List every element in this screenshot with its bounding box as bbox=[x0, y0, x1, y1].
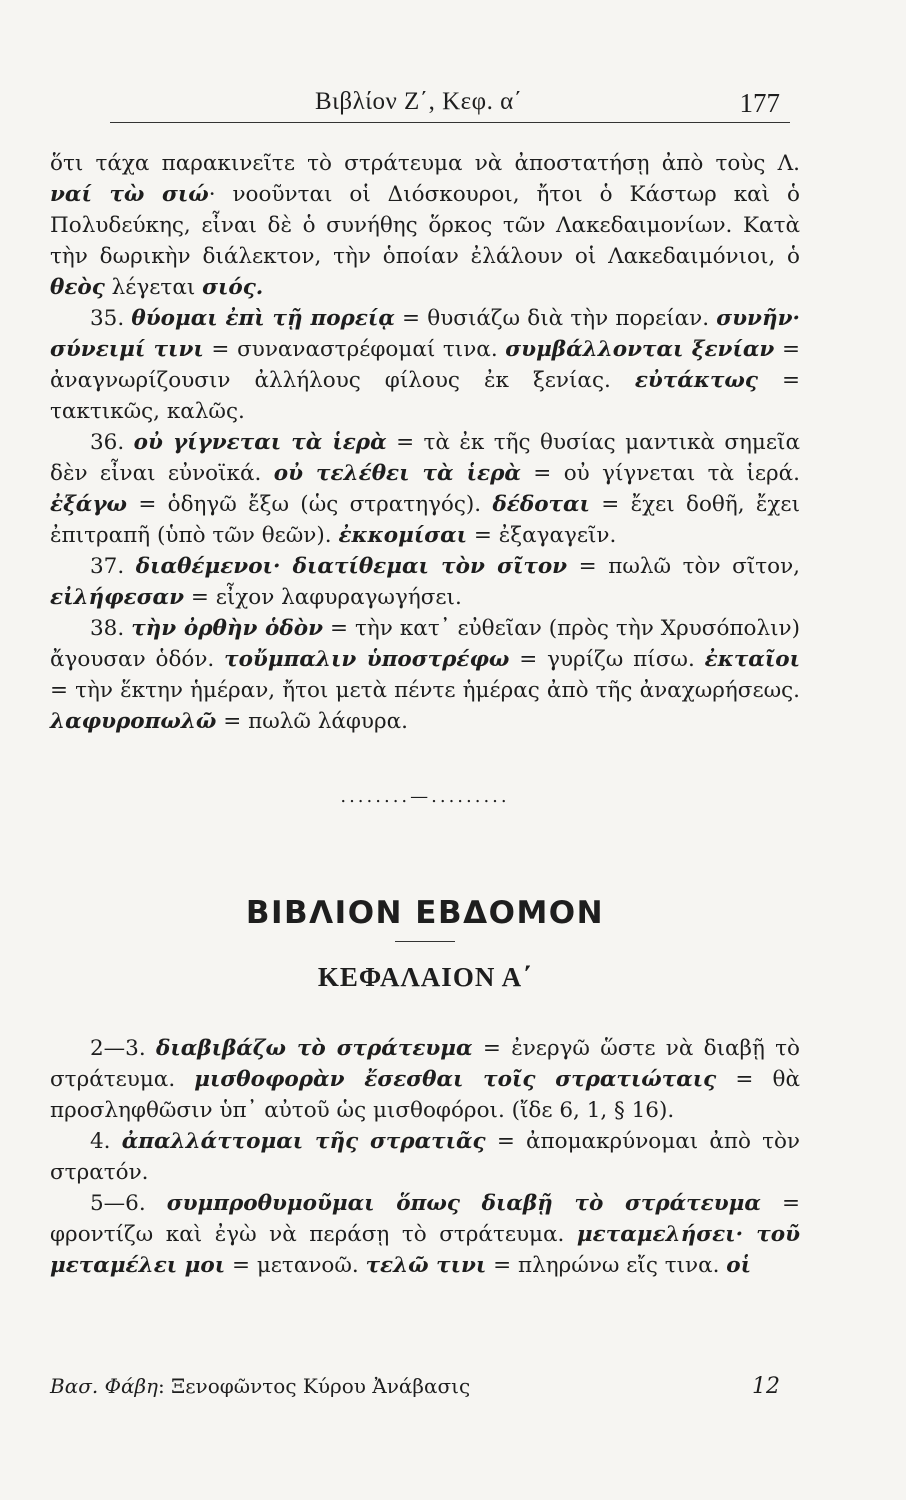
gloss-text: = εἶχον λαφυραγωγήσει. bbox=[184, 585, 462, 610]
lemma-text: συμπροθυμοῦμαι ὅπως διαβῇ τὸ στράτευμα bbox=[166, 1191, 761, 1216]
page-number: 177 bbox=[739, 88, 780, 118]
gloss-text: = θυσιάζω διὰ τὴν πορείαν. bbox=[394, 306, 717, 331]
commentary-notes-part-1 bbox=[50, 148, 800, 737]
lemma-text: εἰλήφεσαν bbox=[50, 585, 185, 610]
gloss-text: 38. bbox=[90, 616, 132, 641]
book-title: ΒΙΒΛΙΟΝ ΕΒΔΟΜΟΝ bbox=[245, 895, 605, 931]
lemma-text: εὐτάκτως bbox=[634, 368, 758, 393]
gloss-text: = θὰ προσληφθῶσιν ὑπ᾽ αὐτοῦ ὡς μισθοφόροι. (ἴδε 6, 1, § 16). bbox=[50, 1067, 800, 1123]
page-footer bbox=[50, 1374, 790, 1408]
gloss-text: = τὴν ἕκτην ἡμέραν, ἤτοι μετὰ πέντε ἡμέρας ἀπὸ τῆς ἀναχωρήσεως. bbox=[50, 678, 800, 703]
gloss-text: = ἐξαγαγεῖν. bbox=[467, 523, 617, 548]
lemma-text: μεταμελήσει· τοῦ μεταμέλει μοι bbox=[50, 1222, 800, 1278]
gloss-text: 5—6. bbox=[90, 1191, 167, 1216]
gloss-text: = ἐνεργῶ ὥστε νὰ διαβῇ τὸ στράτευμα. bbox=[50, 1036, 801, 1092]
note-paragraph bbox=[50, 1126, 800, 1188]
lemma-text: ἀπαλλάττομαι τῆς στρατιᾶς bbox=[121, 1129, 486, 1154]
header-rule bbox=[110, 122, 790, 123]
lemma-text: ἐκκομίσαι bbox=[338, 523, 468, 548]
commentary-notes-part-2 bbox=[50, 1033, 800, 1281]
page-header bbox=[110, 82, 790, 122]
gloss-text: = ἀναγνωρίζουσιν ἀλλήλους φίλους ἐκ ξενίας. bbox=[50, 337, 800, 393]
footer-author: Βασ. Φάβη bbox=[50, 1374, 159, 1398]
lemma-text: μισθοφορὰν ἔσεσθαι τοῖς στρατιώταις bbox=[194, 1067, 717, 1092]
footer-credit bbox=[50, 1374, 470, 1398]
gloss-text: = μετανοῶ. bbox=[225, 1253, 366, 1278]
note-paragraph bbox=[50, 427, 800, 551]
lemma-text: συνῆν· σύνειμί τινι bbox=[50, 306, 800, 362]
gloss-text: ὅτι τάχα παρακινεῖτε τὸ στράτευμα νὰ ἀποστατήσῃ ἀπὸ τοὺς Λ. bbox=[50, 151, 800, 176]
lemma-text: διαβιβάζω τὸ στράτευμα bbox=[156, 1036, 473, 1061]
gloss-text: = πωλῶ τὸν σῖτον, bbox=[567, 554, 800, 579]
page-body bbox=[50, 148, 800, 1281]
lemma-text: ἐξάγω bbox=[50, 492, 128, 517]
lemma-text: τοὔμπαλιν ὑποστρέφω bbox=[224, 647, 510, 672]
gloss-text: = φροντίζω καὶ ἐγὼ νὰ περάσῃ τὸ στράτευμα. bbox=[50, 1191, 800, 1247]
note-paragraph bbox=[50, 551, 800, 613]
gloss-text: = τὰ ἐκ τῆς θυσίας μαντικὰ σημεῖα δὲν εἶναι εὐνοϊκά. bbox=[50, 430, 800, 486]
gloss-text: = ὁδηγῶ ἔξω (ὡς στρατηγός). bbox=[127, 492, 493, 517]
gloss-text: 35. bbox=[90, 306, 132, 331]
note-paragraph bbox=[50, 148, 800, 303]
lemma-text: οὐ τελέθει τὰ ἱερὰ bbox=[273, 461, 521, 486]
lemma-text: ναί τὼ σιώ bbox=[50, 182, 209, 207]
gloss-text: 4. bbox=[90, 1129, 122, 1154]
section-separator: ........—......... bbox=[340, 786, 510, 807]
lemma-text: σιός. bbox=[202, 275, 264, 300]
gloss-text: = συναναστρέφομαί τινα. bbox=[203, 337, 506, 362]
note-paragraph bbox=[50, 1188, 800, 1281]
lemma-text: τὴν ὀρθὴν ὁδὸν bbox=[131, 616, 323, 641]
gloss-text: 37. bbox=[90, 554, 136, 579]
chapter-title: ΚΕΦΑΛΑΙΟΝ Α΄ bbox=[317, 962, 533, 992]
title-rule bbox=[395, 941, 455, 942]
lemma-text: λαφυροπωλῶ bbox=[50, 709, 217, 734]
gloss-text: = ἀπομακρύνομαι ἀπὸ τὸν στρατόν. bbox=[50, 1129, 800, 1185]
lemma-text: ἐκταῖοι bbox=[704, 647, 800, 672]
lemma-text: συμβάλλονται ξενίαν bbox=[505, 337, 775, 362]
gloss-text: 36. bbox=[90, 430, 134, 455]
footer-book-title: : Ξενοφῶντος Κύρου Ἀνάβασις bbox=[158, 1374, 471, 1398]
note-paragraph bbox=[50, 613, 800, 737]
lemma-text: οἱ bbox=[726, 1253, 752, 1278]
gloss-text: = τακτικῶς, καλῶς. bbox=[50, 368, 800, 424]
gloss-text: = πληρώνω εἴς τινα. bbox=[486, 1253, 727, 1278]
note-paragraph bbox=[50, 303, 800, 427]
lemma-text: θεὸς bbox=[50, 275, 105, 300]
lemma-text: οὐ γίγνεται τὰ ἱερὰ bbox=[133, 430, 387, 455]
gloss-text: = ἔχει δοθῆ, ἔχει ἐπιτραπῆ (ὑπὸ τῶν θεῶν). bbox=[50, 492, 800, 548]
gloss-text: = τὴν κατ᾽ εὐθεῖαν (πρὸς τὴν Χρυσόπολιν) ἄγουσαν ὁδόν. bbox=[50, 616, 801, 672]
gloss-text: = γυρίζω πίσω. bbox=[509, 647, 705, 672]
gloss-text: · νοοῦνται οἱ Διόσκουροι, ἤτοι ὁ Κάστωρ καὶ ὁ Πολυδεύκης, εἶναι δὲ ὁ συνήθης ὅρκος τῶν Λακεδαιμονίων. Κατὰ τὴν δωρικὴν διάλεκτον, τὴν ὁποίαν ἐλάλουν οἱ Λακεδαιμόνιοι, ὁ bbox=[50, 182, 800, 269]
gloss-text: λέγεται bbox=[104, 275, 203, 300]
gloss-text: = πωλῶ λάφυρα. bbox=[216, 709, 408, 734]
lemma-text: τελῶ τινι bbox=[365, 1253, 487, 1278]
gloss-text: 2—3. bbox=[90, 1036, 156, 1061]
lemma-text: δέδοται bbox=[492, 492, 590, 517]
note-paragraph bbox=[50, 1033, 800, 1126]
running-head: Βιβλίον Ζ΄, Κεφ. α΄ bbox=[315, 88, 523, 115]
gloss-text: = οὐ γίγνεται τὰ ἱερά. bbox=[520, 461, 801, 486]
lemma-text: διαθέμενοι· διατίθεμαι τὸν σῖτον bbox=[135, 554, 568, 579]
lemma-text: θύομαι ἐπὶ τῇ πορείᾳ bbox=[131, 306, 395, 331]
printer-signature: 12 bbox=[752, 1374, 780, 1399]
